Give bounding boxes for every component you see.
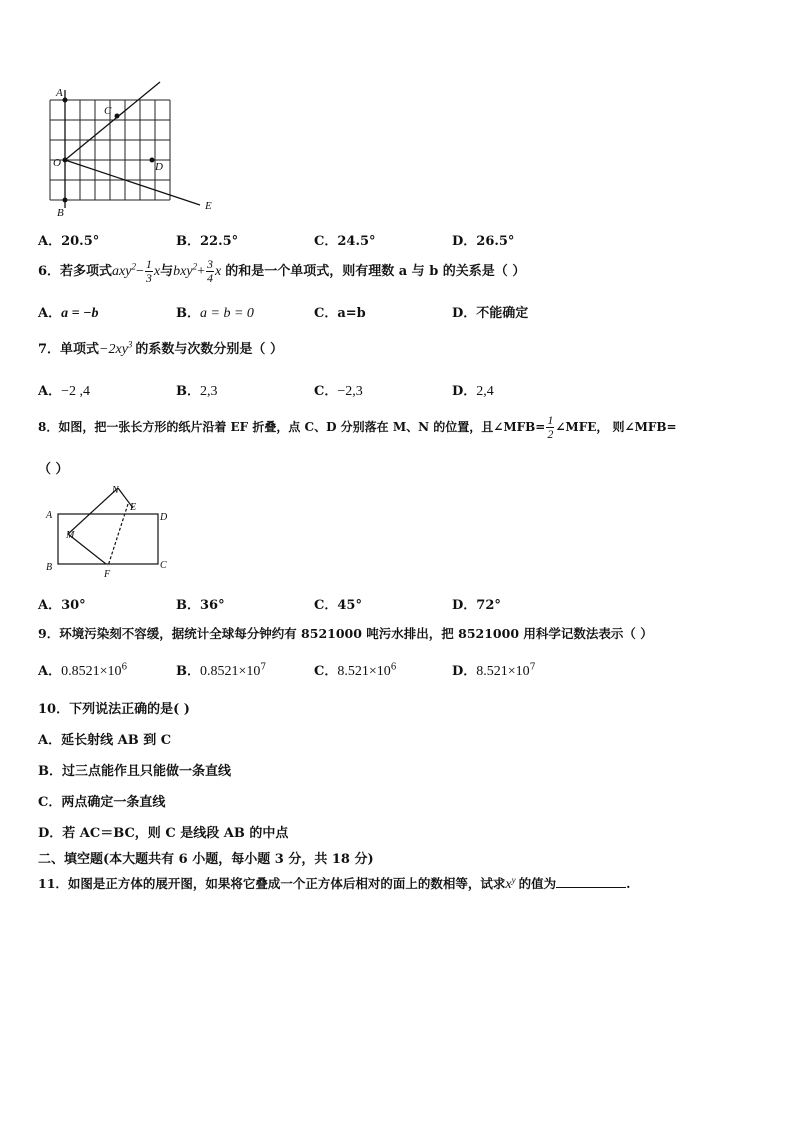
fold-figure <box>40 482 180 582</box>
q11-answer-blank[interactable] <box>556 875 626 888</box>
label-e: E <box>205 200 212 212</box>
q7-prefix: 7．单项式 <box>38 342 100 357</box>
fold-label-b: B <box>46 562 53 573</box>
q6-exp1: 2 <box>131 261 136 272</box>
q6-plus: + <box>197 264 205 279</box>
q6-mid: 与 <box>160 264 174 279</box>
q9-option-a[interactable]: A．$0.8521\times 10^6$ <box>38 662 128 679</box>
q6-option-d[interactable]: D．不能确定 <box>452 306 529 321</box>
q7-term: −2xy <box>99 342 128 357</box>
fold-label-a: A <box>46 510 53 521</box>
q8-option-b[interactable]: B．36° <box>176 598 225 613</box>
q8-question <box>38 414 677 441</box>
q6-minus: − <box>135 264 144 279</box>
label-o: O <box>53 157 61 169</box>
q5-option-c[interactable]: C．24.5° <box>314 234 376 249</box>
grid-angle-figure <box>40 80 230 220</box>
q6-exp2: 2 <box>192 261 198 272</box>
label-b: B <box>57 207 64 219</box>
q6-frac1-num: 1 <box>145 257 152 271</box>
q9-option-b[interactable]: B．$0.8521\times 10^7$ <box>176 662 267 679</box>
label-a: A <box>56 87 63 99</box>
q8-option-c[interactable]: C．45° <box>314 598 362 613</box>
q10-option-b[interactable]: B．过三点能作且只能做一条直线 <box>38 764 231 779</box>
q6-option-b[interactable]: B．a = b = 0 <box>176 306 254 321</box>
q7-question <box>38 338 283 358</box>
label-c: C <box>104 105 112 117</box>
q10-question: 10．下列说法正确的是( ) <box>38 702 190 717</box>
q11-var: x <box>505 877 512 892</box>
fold-label-c: C <box>160 560 167 571</box>
q6-option-c[interactable]: C．a=b <box>314 306 366 321</box>
q6-question <box>38 258 525 285</box>
q11-end: . <box>626 876 631 891</box>
q8-option-a[interactable]: A．30° <box>38 598 86 613</box>
q10-option-a[interactable]: A．延长射线 AB 到 C <box>38 733 172 748</box>
q11-suffix: 的值为 <box>518 876 557 891</box>
q7-option-c[interactable]: C．−2,3 <box>314 384 363 399</box>
q9-question: 9．环境污染刻不容缓，据统计全球每分钟约有 8521000 吨污水排出，把 8521000 用科学记数法表示（ ） <box>38 626 653 641</box>
section2-title: 二、填空题(本大题共有 6 小题，每小题 3 分，共 18 分) <box>38 852 374 867</box>
q5-option-d[interactable]: D．26.5° <box>452 234 515 249</box>
q6-frac1-den: 3 <box>145 271 152 285</box>
q6-frac2-num: 3 <box>206 257 213 271</box>
q6-suffix: 的和是一个单项式，则有理数 a 与 b 的关系是（ ） <box>225 264 526 279</box>
q8-text1: 8．如图，把一张长方形的纸片沿着 EF 折叠，点 C、D 分别落在 M、N 的位置，且∠MFB= <box>38 420 546 434</box>
q10-option-c[interactable]: C．两点确定一条直线 <box>38 795 166 810</box>
fold-label-e: E <box>130 502 137 513</box>
q6-frac2-den: 4 <box>206 271 213 285</box>
q5-option-a[interactable]: A．20.5° <box>38 234 100 249</box>
fold-label-f: F <box>104 569 111 580</box>
q8-paren: （ ） <box>38 462 69 477</box>
q6-term2: bxy <box>173 264 193 279</box>
fold-label-d: D <box>160 512 168 523</box>
q8-text2: ∠MFE， 则∠MFB= <box>555 420 677 434</box>
q6-x1: x <box>153 264 161 279</box>
q6-x2: x <box>214 264 222 279</box>
q8-frac-num: 1 <box>547 413 554 427</box>
q11-exp: y <box>511 874 516 885</box>
q10-option-d[interactable]: D．若 AC＝BC，则 C 是线段 AB 的中点 <box>38 826 289 841</box>
q6-term1: axy <box>112 264 132 279</box>
q7-option-b[interactable]: B．2,3 <box>176 384 218 399</box>
q7-option-d[interactable]: D．2,4 <box>452 384 494 399</box>
q9-option-d[interactable]: D．$8.521\times 10^7$ <box>452 662 536 679</box>
q11-text: 11．如图是正方体的展开图，如果将它叠成一个正方体后相对的面上的数相等，试求 <box>38 876 506 891</box>
q8-frac-den: 2 <box>547 427 554 441</box>
q11-question <box>38 874 631 893</box>
q7-suffix: 的系数与次数分别是（ ） <box>135 342 283 357</box>
label-d: D <box>155 161 163 173</box>
q9-option-c[interactable]: C．$8.521\times 10^6$ <box>314 662 397 679</box>
q5-option-b[interactable]: B．22.5° <box>176 234 239 249</box>
q7-option-a[interactable]: A．−2 ,4 <box>38 384 90 399</box>
fold-label-m: M <box>66 530 75 541</box>
q6-option-a[interactable]: A．a = −b <box>38 306 99 321</box>
q8-option-d[interactable]: D．72° <box>452 598 501 613</box>
fold-label-n: N <box>112 485 119 496</box>
q7-exp: 3 <box>127 339 133 350</box>
q6-prefix: 6．若多项式 <box>38 264 113 279</box>
